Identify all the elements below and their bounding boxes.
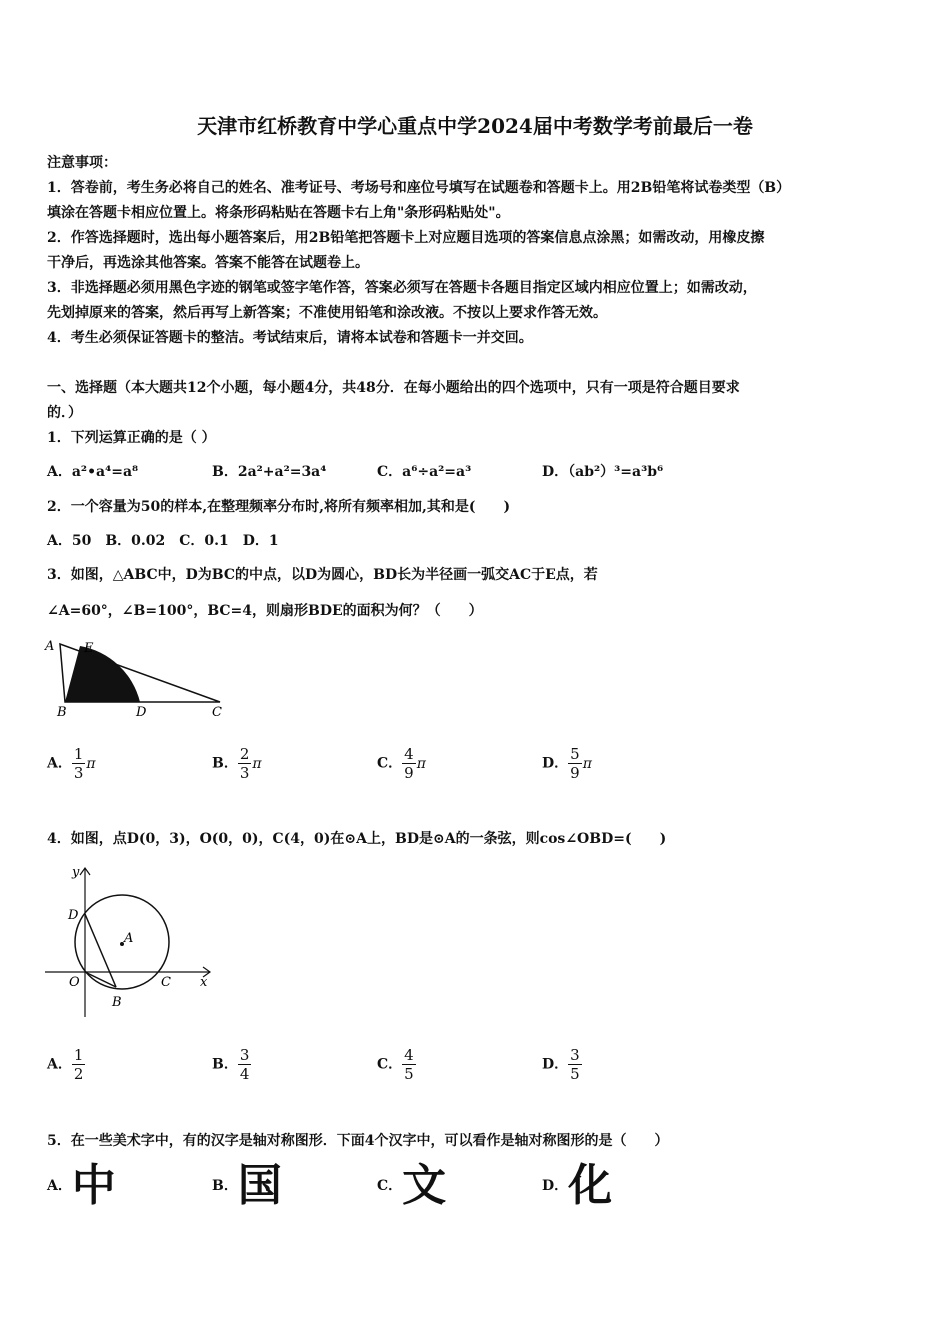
label-y: y (72, 865, 80, 880)
notes-line: 2．作答选择题时，选出每小题答案后，用2B铅笔把答题卡上对应题目选项的答案信息点涂黑；如需改动，用橡皮擦 (47, 230, 765, 246)
q3-triangle-figure (40, 634, 240, 724)
q3-stem-cont: ∠A=60°，∠B=100°，BC=4，则扇形BDE的面积为何？（ ） (47, 603, 483, 619)
label-b: B (57, 705, 67, 720)
notes-line: 先划掉原来的答案，然后再写上新答案；不准使用铅笔和涂改液。不按以上要求作答无效。 (47, 305, 607, 321)
q3-option-a: A． $\frac{1}{3}$ π (47, 745, 96, 782)
q2-stem: 2．一个容量为50的样本,在整理频率分布时,将所有频率相加,其和是( ) (47, 499, 511, 515)
label-c: C (161, 975, 171, 990)
sector-bde (65, 646, 140, 702)
q1-option-a: A．a²•a⁴=a⁸ (47, 464, 139, 480)
q2-options: A．50 B．0.02 C．0.1 D．1 (47, 533, 279, 549)
q4-option-b: B． $\frac{3}{4}$ (212, 1046, 250, 1083)
q5-option-d: D．化 (542, 1160, 613, 1211)
q5-stem: 5．在一些美术字中，有的汉字是轴对称图形．下面4个汉字中，可以看作是轴对称图形的是（ ） (47, 1133, 669, 1149)
page-title: 天津市红桥教育中学心重点中学2024届中考数学考前最后一卷 (197, 114, 753, 138)
q4-circle-figure (40, 862, 220, 1022)
notes-line: 干净后，再选涂其他答案。答案不能答在试题卷上。 (47, 255, 369, 271)
label-x: x (200, 975, 208, 990)
section-heading: 一、选择题（本大题共12个小题，每小题4分，共48分．在每小题给出的四个选项中，只有一项是符合题目要求 (47, 380, 740, 396)
q4-stem: 4．如图，点D(0，3)，O(0，0)，C(4，0)在⊙A上，BD是⊙A的一条弦，则cos∠OBD=( ) (47, 831, 667, 847)
q1-option-d: D．（ab²）³=a³b⁶ (542, 464, 664, 480)
q1-stem: 1．下列运算正确的是（ ） (47, 430, 216, 446)
notes-heading: 注意事项： (47, 155, 117, 171)
q3-option-d: D． $\frac{5}{9}$ π (542, 745, 592, 782)
q1-option-b: B．2a²+a²=3a⁴ (212, 464, 327, 480)
notes-line: 4．考生必须保证答题卡的整洁。考试结束后，请将本试卷和答题卡一并交回。 (47, 330, 533, 346)
q4-option-a: A． $\frac{1}{2}$ (47, 1046, 84, 1083)
label-o: O (69, 975, 80, 990)
q4-option-c: C． $\frac{4}{5}$ (377, 1046, 414, 1083)
label-a: A (124, 931, 134, 946)
q3-option-c: C． $\frac{4}{9}$ π (377, 745, 426, 782)
q5-option-a: A．中 (47, 1160, 116, 1211)
label-b: B (112, 995, 122, 1010)
q4-option-d: D． $\frac{3}{5}$ (542, 1046, 580, 1083)
label-a: A (45, 639, 55, 654)
section-heading-cont: 的．） (47, 405, 82, 421)
label-e: E (84, 641, 94, 656)
notes-line: 3．非选择题必须用黑色字迹的钢笔或签字笔作答，答案必须写在答题卡各题目指定区域内相应位置上；如需改动， (47, 280, 757, 296)
q3-option-b: B． $\frac{2}{3}$ π (212, 745, 262, 782)
q1-option-c: C．a⁶÷a²=a³ (377, 464, 472, 480)
q3-stem: 3．如图，△ABC中，D为BC的中点，以D为圆心，BD长为半径画一弧交AC于E点，若 (47, 567, 598, 583)
q5-option-c: C．文 (377, 1160, 447, 1211)
label-c: C (212, 705, 222, 720)
notes-line: 填涂在答题卡相应位置上。将条形码粘贴在答题卡右上角"条形码粘贴处"。 (47, 205, 510, 221)
notes-line: 1．答卷前，考生务必将自己的姓名、准考证号、考场号和座位号填写在试题卷和答题卡上。用2B铅笔将试卷类型（B） (47, 180, 791, 196)
label-d: D (136, 705, 147, 720)
label-d: D (68, 908, 79, 923)
q5-option-b: B．国 (212, 1160, 282, 1211)
